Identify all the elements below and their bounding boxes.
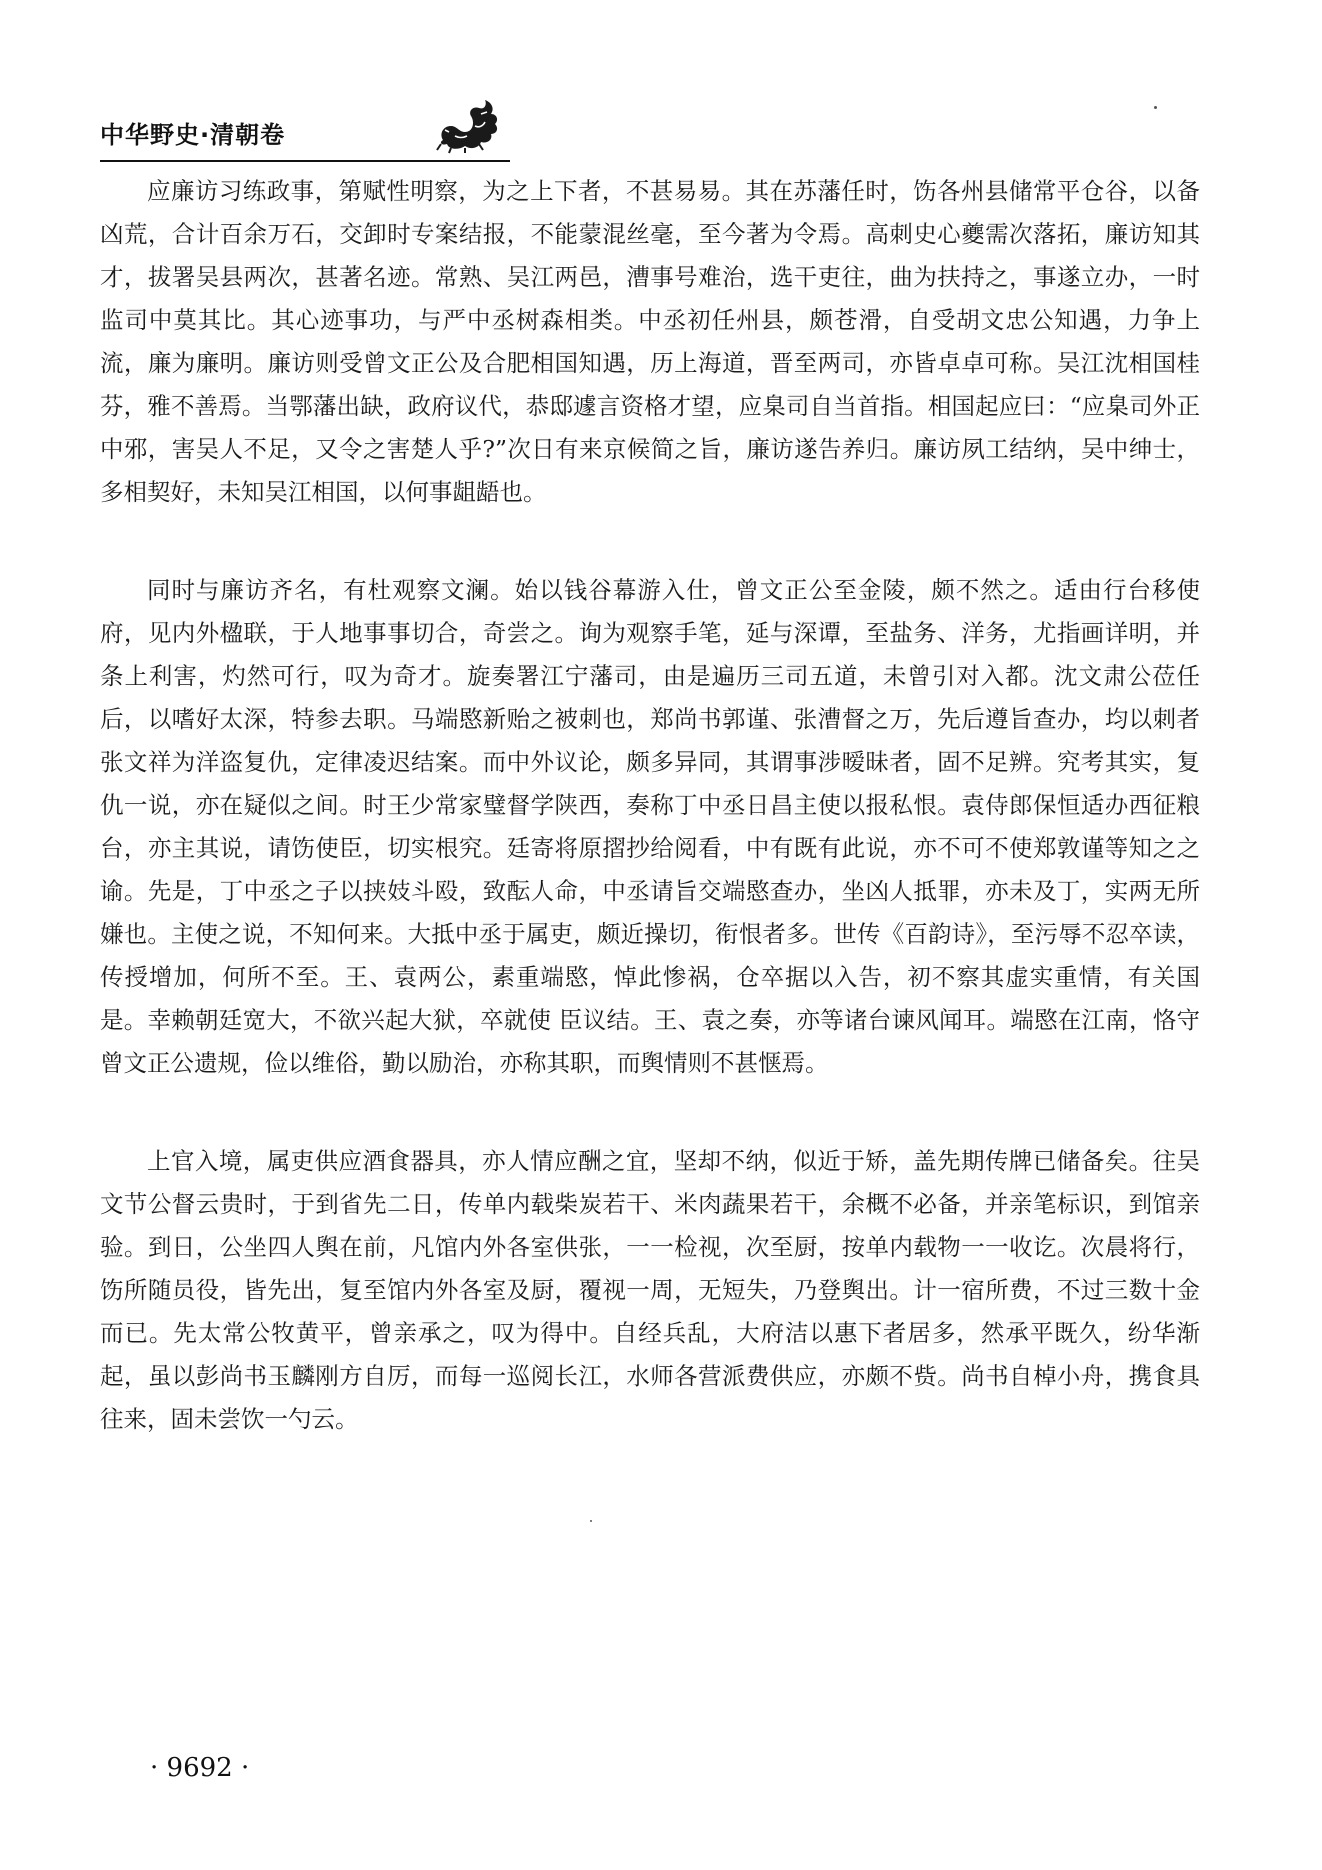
paragraph-1: 应廉访习练政事，第赋性明察，为之上下者，不甚易易。其在苏藩任时，饬各州县储常平仓谷，以备凶荒，合计百余万石，交卸时专案结报，不能蒙混丝毫，至今著为令焉。高刺史心夔需次落拓，廉访知其才，拔署吴县两次，甚著名迹。常熟、吴江两邑，漕事号难治，选干吏往，曲为扶持之，事遂立办，一时监司中莫其比。其心迹事功，与严中丞树森相类。中丞初任州县，颇苍滑，自受胡文忠公知遇，力争上流，廉为廉明。廉访则受曾文正公及合肥相国知遇，历上海道，晋至两司，亦皆卓卓可称。吴江沈相国桂芬，雅不善焉。当鄂藩出缺，政府议代，恭邸遽言资格才望，应臬司自当首指。相国起应曰：“应臬司外正中邪，害吴人不足，又令之害楚人乎?”次日有来京候简之旨，廉访遂告养归。廉访夙工结纳，吴中绅士，多相契好，未知吴江相国，以何事龃龉也。 — [100, 177, 1200, 506]
running-header — [100, 118, 510, 166]
header-divider — [100, 160, 510, 162]
scan-speck — [1154, 106, 1157, 109]
main-text — [100, 170, 1200, 1441]
dragon-emblem-icon — [435, 96, 503, 154]
book-title: 中华野史·清朝卷 — [100, 121, 286, 149]
paragraph-3: 上官入境，属吏供应酒食器具，亦人情应酬之宜，坚却不纳，似近于矫，盖先期传牌已储备矣。往吴文节公督云贵时，于到省先二日，传单内载柴炭若干、米肉蔬果若干，余概不必备，并亲笔标识，到馆亲验。到日，公坐四人舆在前，凡馆内外各室供张，一一检视，次至厨，按单内载物一一收讫。次晨将行，饬所随员役，皆先出，复至馆内外各室及厨，覆视一周，无短失，乃登舆出。计一宿所费，不过三数十金而已。先太常公牧黄平，曾亲承之，叹为得中。自经兵乱，大府洁以惠下者居多，然承平既久，纷华渐起，虽以彭尚书玉麟刚方自厉，而每一巡阅长江，水师各营派费供应，亦颇不赀。尚书自棹小舟，携食具往来，固未尝饮一勺云。 — [100, 1147, 1200, 1433]
page-number: · 9692 · — [150, 1753, 250, 1783]
paragraph-2: 同时与廉访齐名，有杜观察文澜。始以钱谷幕游入仕，曾文正公至金陵，颇不然之。适由行台移使府，见内外楹联，于人地事事切合，奇尝之。询为观察手笔，延与深谭，至盐务、洋务，尤指画详明，并条上利害，灼然可行，叹为奇才。旋奏署江宁藩司，由是遍历三司五道，未曾引对入都。沈文肃公莅任后，以嗜好太深，特参去职。马端愍新贻之被刺也，郑尚书郭谨、张漕督之万，先后遵旨查办，均以刺者张文祥为洋盗复仇，定律凌迟结案。而中外议论，颇多异同，其谓事涉暧昧者，固不足辨。究考其实，复仇一说，亦在疑似之间。时王少常家璧督学陕西，奏称丁中丞日昌主使以报私恨。袁侍郎保恒适办西征粮台，亦主其说，请饬使臣，切实根究。廷寄将原摺抄给阅看，中有既有此说，亦不可不使郑敦谨等知之之谕。先是，丁中丞之子以挟妓斗殴，致酝人命，中丞请旨交端愍查办，坐凶人抵罪，亦未及丁，实两无所嫌也。主使之说，不知何来。大抵中丞于属吏，颇近操切，衔恨者多。世传《百韵诗》，至污辱不忍卒读，传授增加，何所不至。王、袁两公，素重端愍，悼此惨祸，仓卒据以入告，初不察其虚实重情，有关国是。幸赖朝廷宽大，不欲兴起大狱，卒就使 臣议结。王、袁之奏，亦等诸台谏风闻耳。端愍在江南，恪守曾文正公遗规，俭以维俗，勤以励治，亦称其职，而舆情则不甚惬焉。 — [100, 576, 1200, 1077]
scan-speck — [590, 1520, 592, 1522]
